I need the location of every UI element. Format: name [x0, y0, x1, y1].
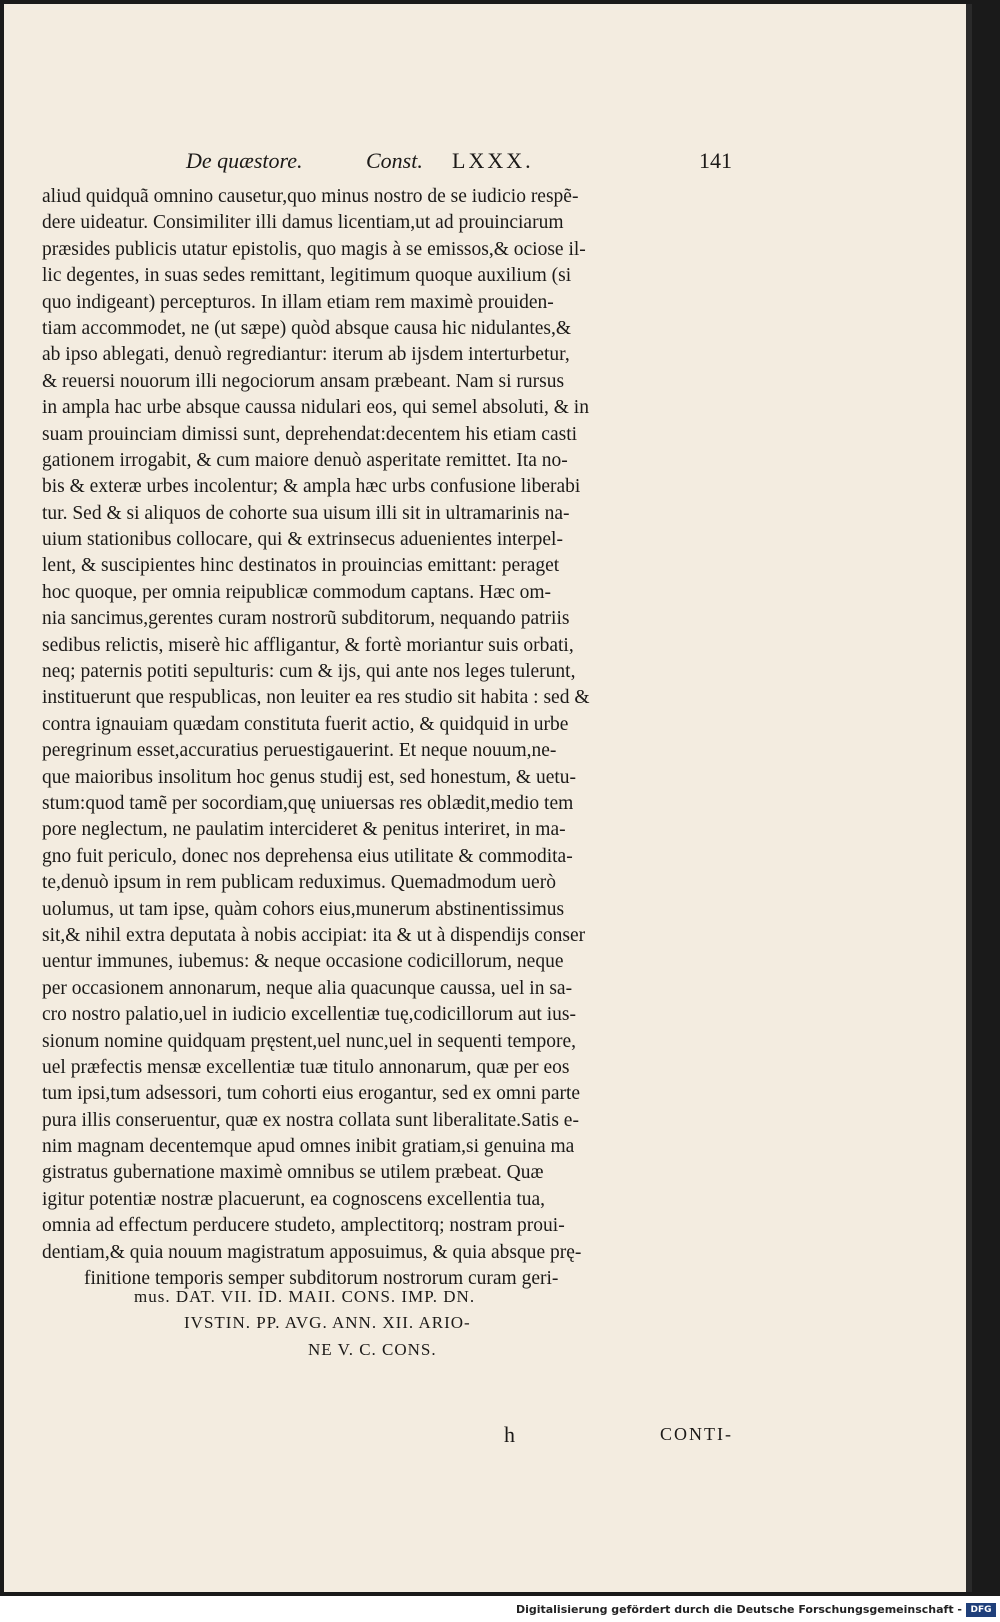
text-line: nim magnam decentemque apud omnes inibit gratiam,si genuina ma [42, 1136, 575, 1158]
text-line: quo indigeant) percepturos. In illam etiam rem maximè prouiden- [42, 291, 554, 313]
text-line: bis & exteræ urbes incolentur; & ampla hæc urbs confusione liberabi [42, 476, 581, 498]
signature-mark: h [504, 1422, 515, 1447]
text-line: aliud quidquã omnino causetur,quo minus nostro de se iudicio respẽ- [42, 186, 579, 207]
text-line: tum ipsi,tum adsessori, tum cohorti eius erogantur, sed ex omni parte [42, 1083, 581, 1105]
text-line: lic degentes, in suas sedes remittant, legitimum quoque auxilium (si [42, 265, 572, 287]
text-line: per occasionem annonarum, neque alia quacunque caussa, uel in sa- [42, 977, 573, 999]
text-line: sionum nomine quidquam pręstent,uel nunc,uel in sequenti tempore, [42, 1030, 576, 1052]
text-line: stum:quod tamẽ per socordiam,quę uniuersas res oblædit,medio tem [42, 792, 574, 814]
book-page [4, 4, 972, 1592]
subscription-line: NE V. C. CONS. [308, 1339, 437, 1359]
dfg-logo-icon: DFG [966, 1603, 996, 1617]
text-line: contra ignauiam quædam constituta fuerit actio, & quidquid in urbe [42, 713, 569, 735]
text-line: gno fuit periculo, donec nos deprehensa eius utilitate & commodita- [42, 845, 573, 867]
subscription-line: mus. DAT. VII. ID. MAII. CONS. IMP. DN. [134, 1287, 476, 1306]
text-line: tur. Sed & si aliquos de cohorte sua uisum illi sit in ultramarinis na- [42, 502, 570, 524]
text-line: uel præfectis mensæ excellentiæ tuæ titulo annonarum, quæ per eos [42, 1056, 570, 1078]
text-line: neq; paternis potiti sepulturis: cum & ijs, qui ante nos leges tulerunt, [42, 661, 576, 683]
text-line: lent, & suscipientes hinc destinatos in prouincias emittant: peraget [42, 555, 560, 577]
text-line: dentiam,& quia nouum magistratum apposuimus, & quia absque prę- [42, 1241, 582, 1263]
text-line: gistratus gubernatione maximè omnibus se utilem præbeat. Quæ [42, 1162, 544, 1184]
text-line: uentur immunes, iubemus: & neque occasione codicillorum, neque [42, 951, 564, 973]
page-number: 141 [699, 148, 732, 173]
text-line: sit,& nihil extra deputata à nobis accipiat: ita & ut à dispendijs conser [42, 924, 586, 946]
text-line: te,denuò ipsum in rem publicam reduximus. Quemadmodum uerò [42, 872, 556, 894]
text-line: igitur potentiæ nostræ placuerunt, ea cognoscens excellentia tua, [42, 1188, 546, 1210]
text-line: cro nostro palatio,uel in iudicio excellentiæ tuę,codicillorum aut ius- [42, 1004, 576, 1026]
text-line: omnia ad effectum perducere studeto, amplectitorq; nostram proui- [42, 1215, 565, 1237]
body-text [42, 184, 762, 1292]
text-line: nia sancimus,gerentes curam nostrorũ subditorum, nequando patriis [42, 608, 570, 630]
text-line: pore neglectum, ne paulatim intercideret & penitus interiret, in ma- [42, 819, 566, 841]
subscription-line: IVSTIN. PP. AVG. ANN. XII. ARIO- [184, 1313, 471, 1333]
footer-bar [0, 1600, 1000, 1622]
text-line: hoc quoque, per omnia reipublicæ commodum captans. Hæc om- [42, 581, 552, 603]
running-head-constitution-number: LXXX. [452, 148, 534, 173]
text-line: uium stationibus collocare, qui & extrinsecus aduenientes interpel- [42, 529, 563, 551]
text-line: pura illis conseruentur, quæ ex nostra collata sunt liberalitate.Satis e- [42, 1109, 579, 1131]
text-line: in ampla hac urbe absque caussa nidulari eos, qui semel absoluti, & in [42, 397, 589, 419]
text-line: uolumus, ut tam ipse, quàm cohors eius,munerum abstinentissimus [42, 898, 565, 920]
text-line: ab ipso ablegati, denuò regrediantur: iterum ab ijsdem interturbetur, [42, 344, 570, 366]
catchword: CONTI- [660, 1424, 733, 1444]
text-line: suam prouinciam dimissi sunt, deprehendat:decentem his etiam casti [42, 423, 578, 445]
text-line: instituerunt que respublicas, non leuiter ea res studio sit habita : sed & [42, 687, 590, 709]
text-line: tiam accommodet, ne (ut sæpe) quòd absque causa hic nidulantes,& [42, 317, 572, 339]
running-head-constitution-label: Const. [366, 148, 423, 173]
text-line: & reuersi nouorum illi negociorum ansam præbeant. Nam si rursus [42, 370, 565, 392]
text-line: sedibus relictis, miserè hic affligantur, & fortè moriantur suis orbati, [42, 634, 574, 656]
running-head [186, 148, 766, 182]
running-head-title: De quæstore. [186, 148, 303, 173]
text-line: que maioribus insolitum hoc genus studij est, sed honestum, & uetu- [42, 766, 577, 788]
text-line: gationem irrogabit, & cum maiore denuò asperitate remittet. Ita no- [42, 449, 568, 471]
footer-credit: Digitalisierung gefördert durch die Deutsche Forschungsgemeinschaft - [515, 1603, 962, 1616]
text-line: dere uideatur. Consimiliter illi damus licentiam,ut ad prouinciarum [42, 212, 564, 234]
text-line: peregrinum esset,accuratius peruestigauerint. Et neque nouum,ne- [42, 740, 557, 762]
text-line: finitione temporis semper subditorum nostrorum curam geri- [84, 1268, 559, 1290]
subscription-block [42, 1284, 762, 1363]
text-line: præsides publicis utatur epistolis, quo magis à se emissos,& ociose il- [42, 238, 586, 260]
